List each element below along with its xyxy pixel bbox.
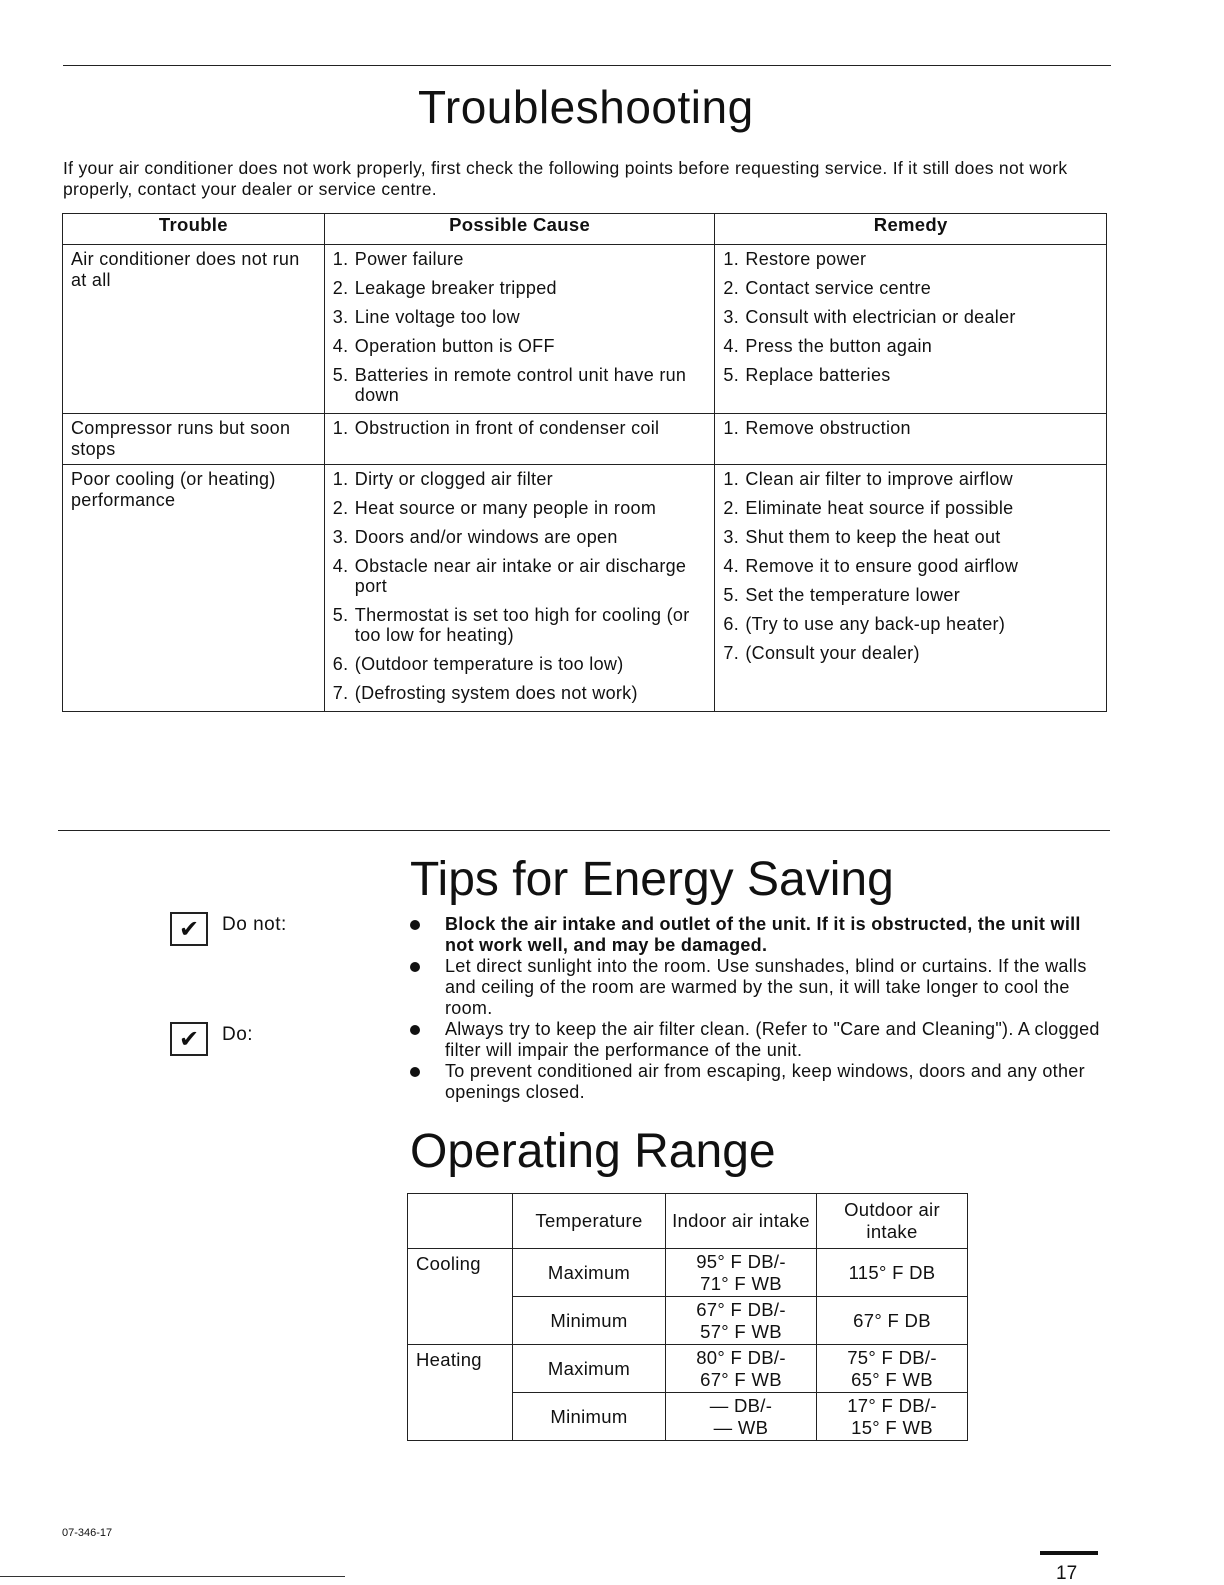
item-text: Obstruction in front of condenser coil — [354, 418, 660, 438]
item-text: Line voltage too low — [354, 307, 520, 327]
cause-list — [325, 414, 715, 446]
cause-cell — [324, 245, 715, 414]
list-item — [333, 654, 707, 674]
item-text: (Outdoor temperature is too low) — [354, 654, 624, 674]
item-number: 7. — [332, 683, 349, 703]
item-text: Restore power — [745, 249, 867, 269]
item-number: 4. — [332, 556, 349, 576]
header-trouble: Trouble — [63, 214, 325, 245]
do-check — [170, 1022, 253, 1056]
cooling-min-label: Minimum — [513, 1297, 666, 1345]
bullet-icon — [410, 1067, 420, 1077]
list-item — [723, 278, 1098, 298]
item-text: Replace batteries — [745, 365, 891, 385]
cause-cell — [324, 465, 715, 712]
item-number: 1. — [723, 418, 740, 438]
list-item — [333, 365, 707, 405]
heating-max-label: Maximum — [513, 1345, 666, 1393]
item-text: Dirty or clogged air filter — [354, 469, 553, 489]
list-item — [333, 683, 707, 703]
item-text: Thermostat is set too high for cooling (or too low for heating) — [354, 605, 690, 645]
item-text: Heat source or many people in room — [354, 498, 657, 518]
item-text: Obstacle near air intake or air discharge port — [354, 556, 687, 596]
middle-rule — [58, 830, 1110, 831]
header-temperature: Temperature — [513, 1194, 666, 1249]
list-item — [723, 365, 1098, 385]
list-item: Let direct sunlight into the room. Use sunshades, blind or curtains. If the walls and ceiling of the room are warmed by the sun, it will take longer to cool the room. — [410, 956, 1110, 1019]
bottom-rule — [0, 1576, 345, 1577]
list-item — [333, 418, 707, 438]
do-not-label: Do not: — [222, 914, 287, 935]
top-rule — [63, 65, 1111, 66]
item-text: (Try to use any back-up heater) — [745, 614, 1006, 634]
cooling-label: Cooling — [408, 1249, 513, 1345]
table-row — [408, 1345, 968, 1393]
item-text: Contact service centre — [745, 278, 932, 298]
remedy-list — [715, 414, 1106, 446]
table-header-row — [63, 214, 1107, 245]
item-number: 4. — [723, 336, 740, 356]
list-item — [333, 556, 707, 596]
item-number: 6. — [332, 654, 349, 674]
item-number: 1. — [723, 249, 740, 269]
cooling-max-indoor: 95° F DB/- 71° F WB — [666, 1249, 817, 1297]
item-number: 2. — [723, 278, 740, 298]
header-indoor: Indoor air intake — [666, 1194, 817, 1249]
item-text: Shut them to keep the heat out — [745, 527, 1001, 547]
cooling-max-outdoor: 115° F DB — [817, 1249, 968, 1297]
header-remedy: Remedy — [715, 214, 1107, 245]
item-number: 7. — [723, 643, 740, 663]
table-row — [408, 1249, 968, 1297]
list-item — [723, 336, 1098, 356]
bullet-icon — [410, 1025, 420, 1035]
item-number: 1. — [723, 469, 740, 489]
item-number: 3. — [332, 527, 349, 547]
item-number: 4. — [723, 556, 740, 576]
item-number: 1. — [332, 418, 349, 438]
item-text: Clean air filter to improve airflow — [745, 469, 1013, 489]
trouble-cell: Compressor runs but soon stops — [63, 414, 325, 465]
remedy-cell — [715, 414, 1107, 465]
list-item — [723, 643, 1098, 663]
list-item — [333, 605, 707, 645]
remedy-cell — [715, 465, 1107, 712]
header-outdoor: Outdoor air intake — [817, 1194, 968, 1249]
heating-min-outdoor: 17° F DB/- 15° F WB — [817, 1393, 968, 1441]
table-row — [63, 414, 1107, 465]
cause-list — [325, 465, 715, 711]
tips-title: Tips for Energy Saving — [410, 853, 894, 906]
list-item — [333, 249, 707, 269]
list-item — [723, 527, 1098, 547]
item-text: Power failure — [354, 249, 464, 269]
item-number: 6. — [723, 614, 740, 634]
list-item — [333, 278, 707, 298]
operating-range-table — [407, 1193, 968, 1441]
remedy-cell — [715, 245, 1107, 414]
item-number: 5. — [332, 365, 349, 385]
do-not-check — [170, 912, 287, 946]
page-number: 17 — [1056, 1563, 1078, 1584]
item-text: (Defrosting system does not work) — [354, 683, 638, 703]
item-text: Press the button again — [745, 336, 933, 356]
item-number: 3. — [723, 307, 740, 327]
list-item — [333, 336, 707, 356]
cooling-min-outdoor: 67° F DB — [817, 1297, 968, 1345]
heating-min-indoor: — DB/- — WB — [666, 1393, 817, 1441]
cooling-max-label: Maximum — [513, 1249, 666, 1297]
heating-max-outdoor: 75° F DB/- 65° F WB — [817, 1345, 968, 1393]
item-number: 5. — [723, 585, 740, 605]
list-item — [723, 556, 1098, 576]
item-text: Operation button is OFF — [354, 336, 555, 356]
list-item: To prevent conditioned air from escaping, keep windows, doors and any other openings closed. — [410, 1061, 1110, 1103]
list-item — [723, 498, 1098, 518]
item-text: Batteries in remote control unit have run down — [354, 365, 687, 405]
item-text: Remove it to ensure good airflow — [745, 556, 1019, 576]
list-item — [333, 469, 707, 489]
troubleshooting-title: Troubleshooting — [418, 81, 754, 133]
trouble-cell: Poor cooling (or heating) performance — [63, 465, 325, 712]
cause-cell — [324, 414, 715, 465]
troubleshooting-table — [62, 213, 1107, 712]
list-item — [333, 307, 707, 327]
item-number: 2. — [723, 498, 740, 518]
heating-max-indoor: 80° F DB/- 67° F WB — [666, 1345, 817, 1393]
list-item: Always try to keep the air filter clean. (Refer to "Care and Cleaning"). A clogged filter will impair the performance of the unit. — [410, 1019, 1110, 1061]
list-item — [723, 614, 1098, 634]
item-number: 3. — [723, 527, 740, 547]
item-number: 1. — [332, 469, 349, 489]
heating-min-label: Minimum — [513, 1393, 666, 1441]
operating-range-title: Operating Range — [410, 1125, 776, 1178]
checkbox-icon: ✔ — [170, 912, 208, 946]
item-number: 4. — [332, 336, 349, 356]
checkbox-icon: ✔ — [170, 1022, 208, 1056]
item-text: Doors and/or windows are open — [354, 527, 618, 547]
item-text: Remove obstruction — [745, 418, 911, 438]
item-number: 5. — [723, 365, 740, 385]
item-text: Leakage breaker tripped — [354, 278, 557, 298]
document-code: 07-346-17 — [62, 1527, 113, 1539]
list-item — [723, 307, 1098, 327]
table-row — [63, 465, 1107, 712]
heating-label: Heating — [408, 1345, 513, 1441]
item-number: 5. — [332, 605, 349, 625]
trouble-cell: Air conditioner does not run at all — [63, 245, 325, 414]
list-item — [723, 585, 1098, 605]
list-item — [723, 249, 1098, 269]
list-item — [333, 498, 707, 518]
header-cause: Possible Cause — [324, 214, 715, 245]
item-number: 3. — [332, 307, 349, 327]
list-item — [333, 527, 707, 547]
list-item — [723, 469, 1098, 489]
cooling-min-indoor: 67° F DB/- 57° F WB — [666, 1297, 817, 1345]
list-item: Block the air intake and outlet of the unit. If it is obstructed, the unit will not work well, and may be damaged. — [410, 914, 1110, 956]
page-number-bar — [1040, 1551, 1098, 1555]
item-number: 1. — [332, 249, 349, 269]
do-label: Do: — [222, 1024, 254, 1045]
tips-list — [410, 914, 1110, 1103]
table-header-row — [408, 1194, 968, 1249]
item-text: Eliminate heat source if possible — [745, 498, 1014, 518]
empty-header-cell — [408, 1194, 513, 1249]
bullet-icon — [410, 962, 420, 972]
item-text: Consult with electrician or dealer — [745, 307, 1016, 327]
troubleshooting-intro: If your air conditioner does not work properly, first check the following points before requesting service. If it still does not work properly, contact your dealer or service centre. — [63, 158, 1068, 199]
item-text: Set the temperature lower — [745, 585, 960, 605]
item-number: 2. — [332, 498, 349, 518]
cause-list — [325, 245, 715, 413]
list-item — [723, 418, 1098, 438]
item-number: 2. — [332, 278, 349, 298]
table-row — [63, 245, 1107, 414]
item-text: (Consult your dealer) — [745, 643, 920, 663]
remedy-list — [715, 245, 1106, 393]
remedy-list — [715, 465, 1106, 671]
bullet-icon — [410, 920, 420, 930]
